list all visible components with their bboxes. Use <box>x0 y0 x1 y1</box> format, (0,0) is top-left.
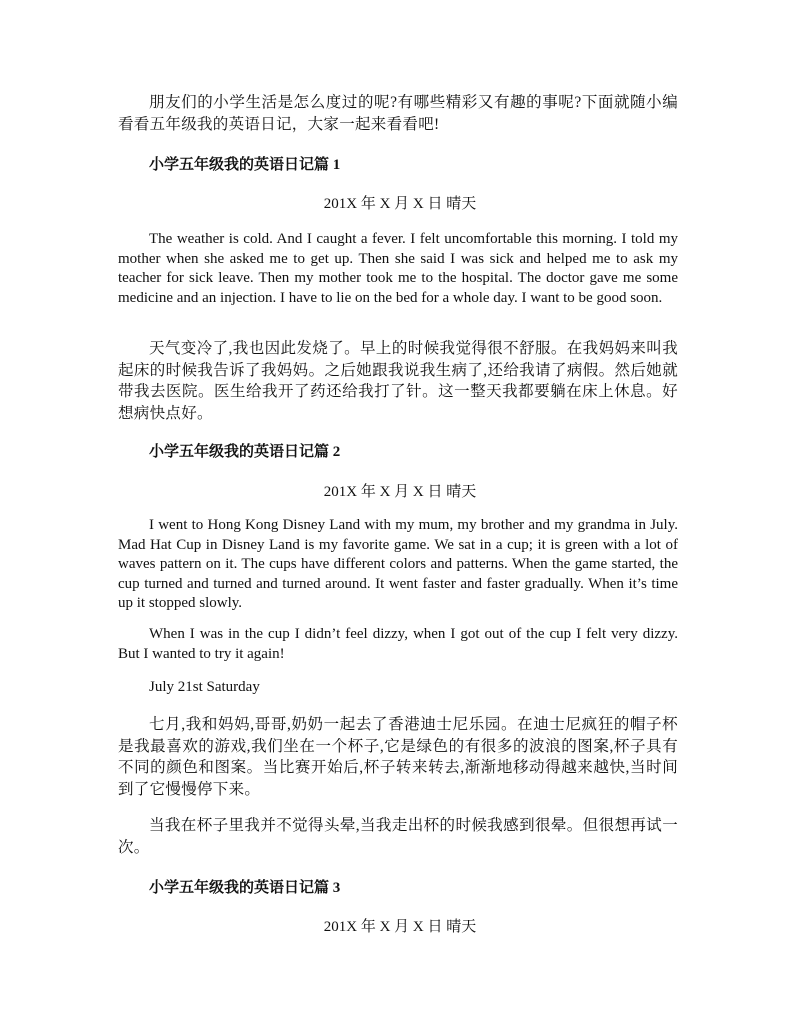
entry-3-heading: 小学五年级我的英语日记篇 3 <box>149 880 341 896</box>
entry-2-chinese-paragraph-2: 当我在杯子里我并不觉得头晕,当我走出杯的时候我感到很晕。但很想再试一次。 <box>118 817 678 856</box>
intro-paragraph: 朋友们的小学生活是怎么度过的呢?有哪些精彩又有趣的事呢?下面就随小编看看五年级我的英语日记，大家一起来看看吧! <box>118 94 678 133</box>
entry-1-heading: 小学五年级我的英语日记篇 1 <box>149 157 341 173</box>
entry-2-english-paragraph-2: When I was in the cup I didn’t feel dizzy, when I got out of the cup I felt very dizzy. But I wanted to try it again! <box>118 626 678 662</box>
entry-2-english-paragraph-1: I went to Hong Kong Disney Land with my mum, my brother and my grandma in July. Mad Hat Cup in Disney Land is my favorite game. We sat in a cup; it is green with a lot of waves pattern on it. The cups have different colors and patterns. When the game started, the cup turned and turned and turned around. It went faster and faster gradually. When it’s time up it stopped slowly. <box>118 517 678 611</box>
entry-2-chinese-paragraph-1: 七月,我和妈妈,哥哥,奶奶一起去了香港迪士尼乐园。在迪士尼疯狂的帽子杯是我最喜欢的游戏,我们坐在一个杯子,它是绿色的有很多的波浪的图案,杯子具有不同的颜色和图案。当比赛开始后,杯子转来转去,渐渐地移动得越来越快,当时间到了它慢慢停下来。 <box>118 716 678 798</box>
entry-2-date: 201X 年 X 月 X 日 晴天 <box>323 484 477 500</box>
entry-2-signoff: July 21st Saturday <box>149 679 260 695</box>
entry-1-english-paragraph: The weather is cold. And I caught a fever. I felt uncomfortable this morning. I told my mother when she asked me to get up. Then she said I was sick and helped me to ask my teacher for sick leave. Then my mother took me to the hospital. The doctor gave me some medicine and an injection. I have to lie on the bed for a whole day. I want to be good soon. <box>118 231 678 306</box>
entry-1-date: 201X 年 X 月 X 日 晴天 <box>323 196 477 212</box>
entry-3-date: 201X 年 X 月 X 日 晴天 <box>323 919 477 935</box>
entry-2-heading: 小学五年级我的英语日记篇 2 <box>149 444 341 460</box>
entry-1-chinese-paragraph: 天气变冷了,我也因此发烧了。早上的时候我觉得很不舒服。在我妈妈来叫我起床的时候我告诉了我妈妈。之后她跟我说我生病了,还给我请了病假。然后她就带我去医院。医生给我开了药还给我打了针。这一整天我都要躺在床上休息。好想病快点好。 <box>118 340 678 422</box>
